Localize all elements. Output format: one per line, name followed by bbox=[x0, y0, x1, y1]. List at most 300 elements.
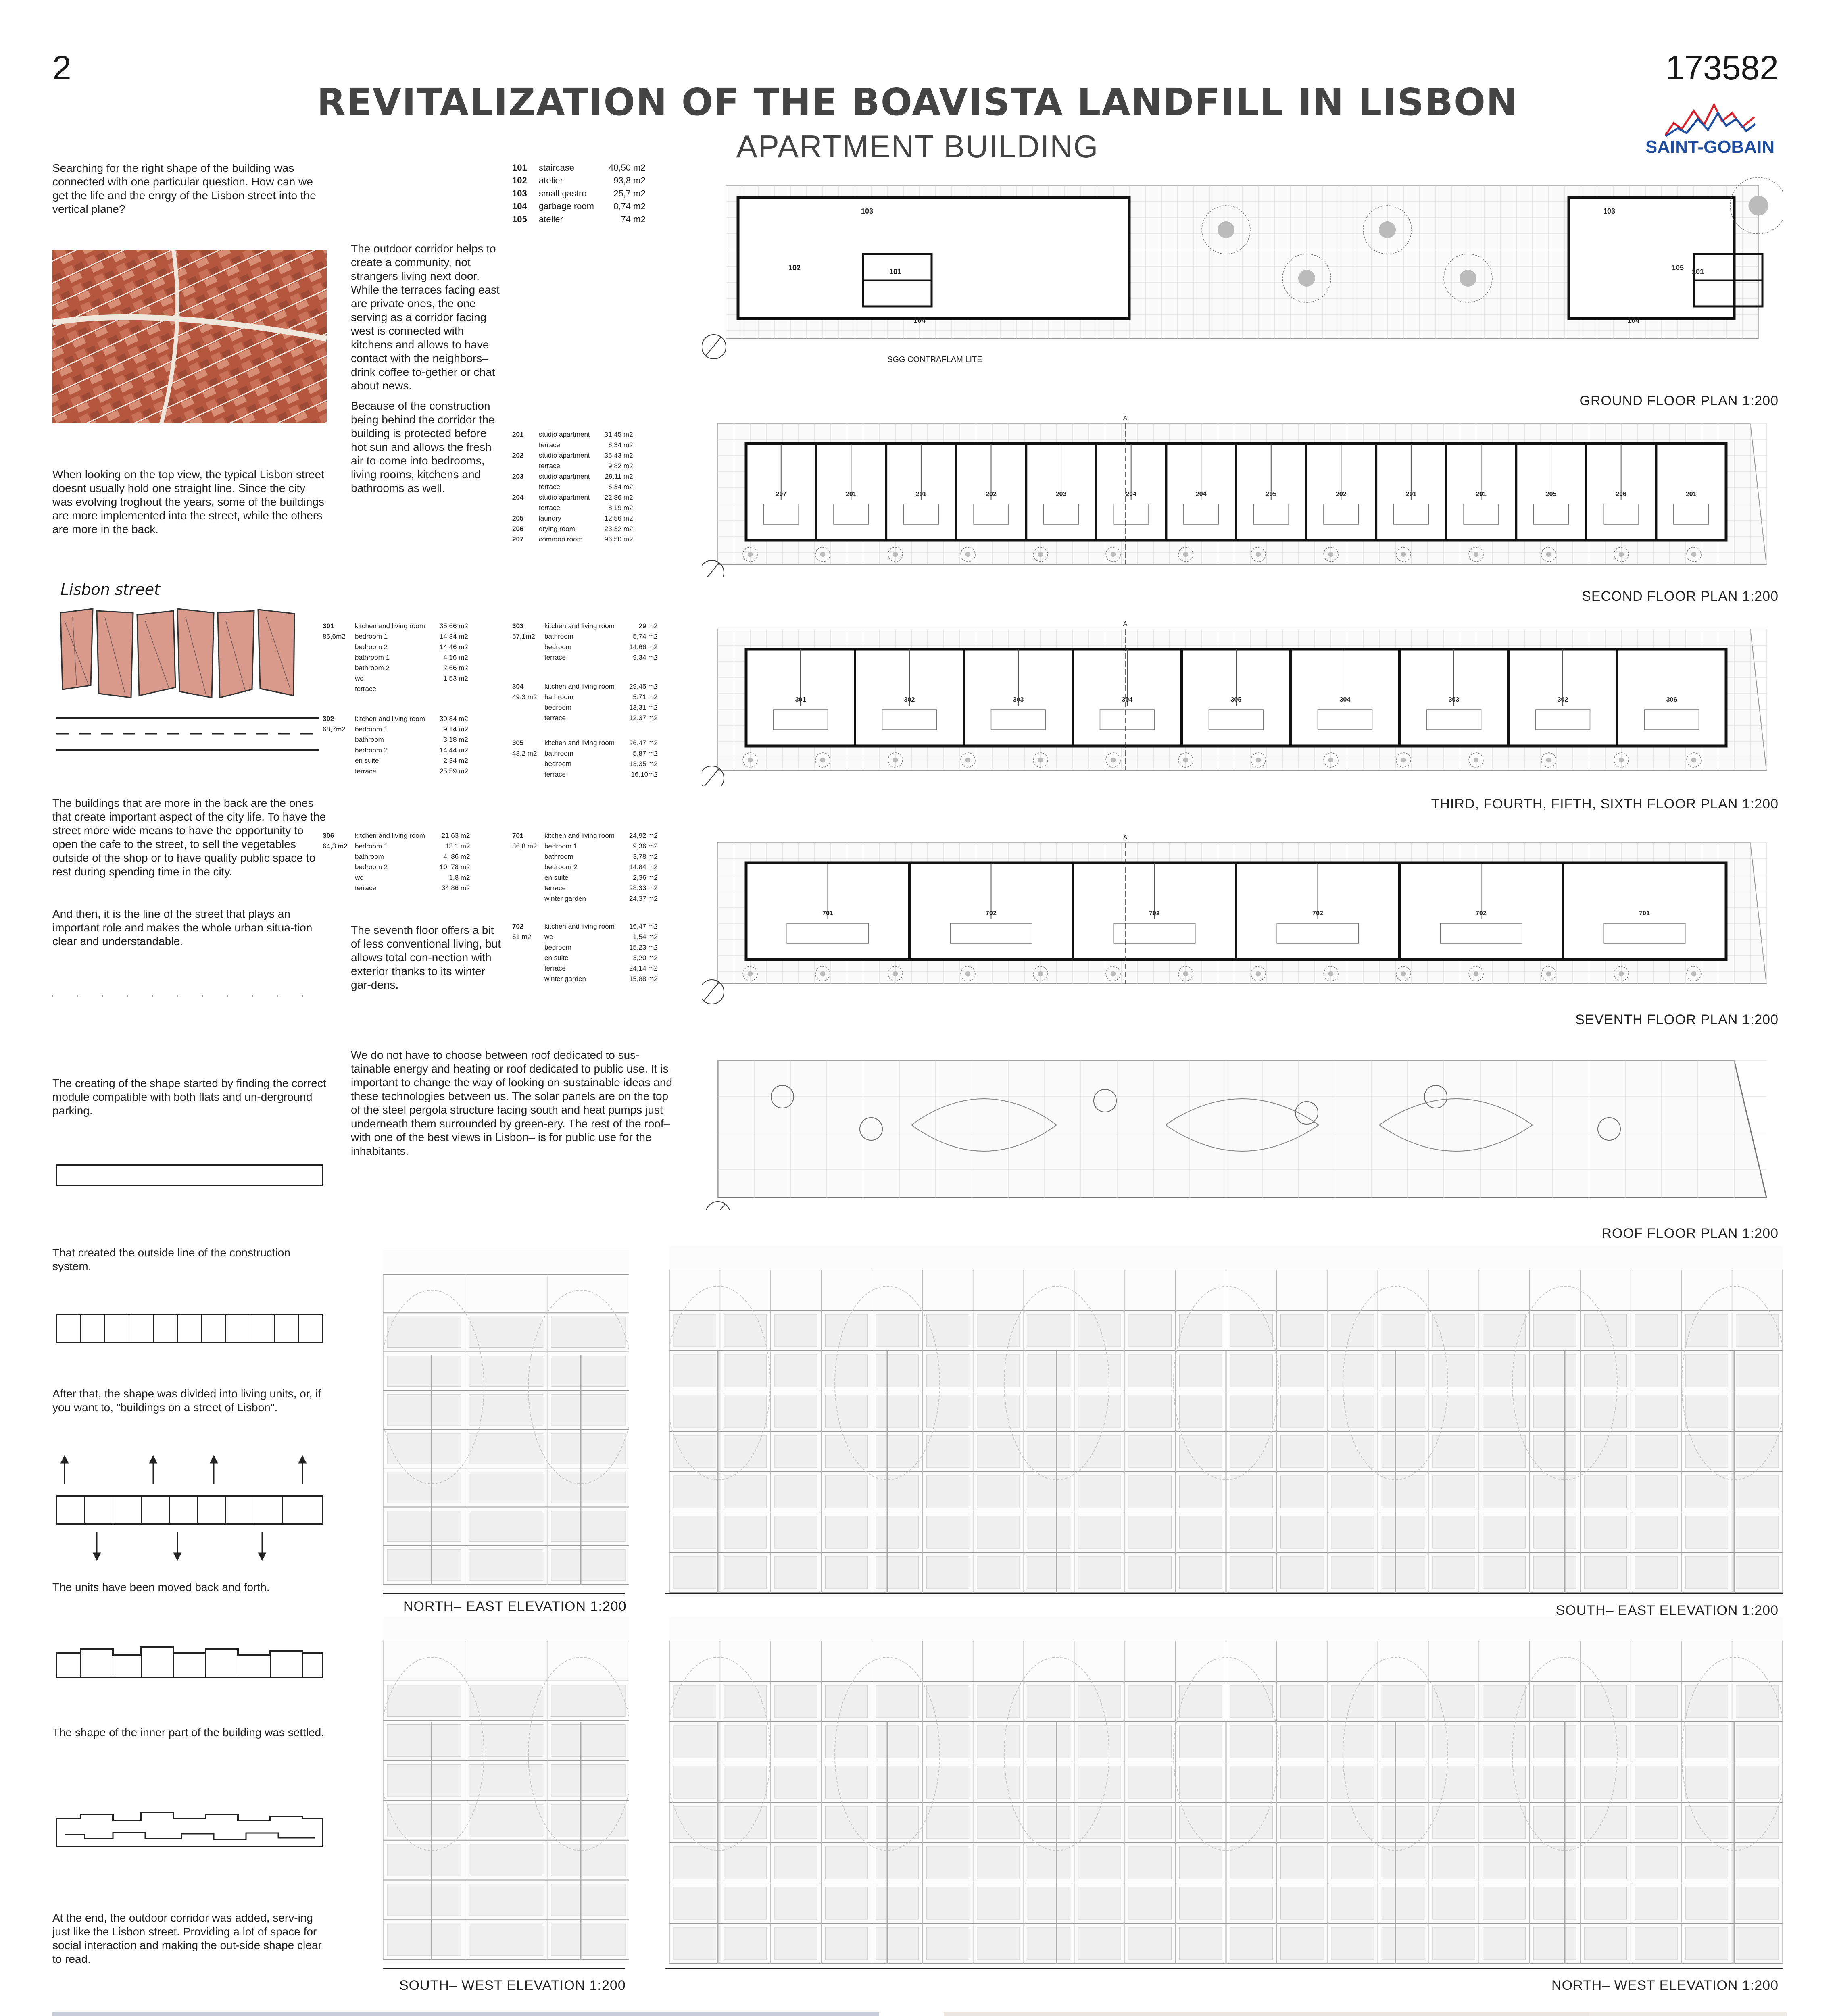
room-row bbox=[512, 187, 650, 200]
entry-number: 173582 bbox=[1665, 49, 1779, 87]
room-area: 9,34 m2 bbox=[633, 654, 658, 661]
facade-panel bbox=[1230, 1395, 1272, 1427]
facade-panel bbox=[775, 1556, 817, 1589]
room-number: 101 bbox=[512, 162, 527, 173]
room-name: terrace bbox=[539, 441, 560, 449]
room-label: 102 bbox=[788, 264, 801, 272]
facade-panel bbox=[1483, 1516, 1525, 1548]
typical-floor-caption: THIRD, FOURTH, FIFTH, SIXTH FLOOR PLAN 1:200 bbox=[1431, 796, 1779, 812]
facade-panel bbox=[1331, 1314, 1374, 1347]
facade-panel bbox=[926, 1476, 969, 1508]
facade-panel bbox=[1280, 1685, 1323, 1718]
facade-panel bbox=[1331, 1806, 1374, 1839]
facade-panel bbox=[1736, 1766, 1779, 1798]
room-label: 304 bbox=[1122, 696, 1133, 703]
facade-panel bbox=[1129, 1395, 1171, 1427]
tree-icon bbox=[820, 971, 826, 977]
facade-panel bbox=[1584, 1726, 1626, 1758]
room-name: winter garden bbox=[544, 895, 586, 902]
facade-panel bbox=[387, 1725, 461, 1757]
facade-panel bbox=[1635, 1435, 1677, 1468]
facade-panel bbox=[1180, 1355, 1222, 1387]
room-label: 205 bbox=[1545, 491, 1557, 498]
seventh-floor-caption: SEVENTH FLOOR PLAN 1:200 bbox=[1575, 1012, 1779, 1027]
room-label: 202 bbox=[1336, 491, 1347, 498]
apartment-total: 86,8 m2 bbox=[512, 842, 537, 850]
facade-panel bbox=[977, 1476, 1020, 1508]
ground-floor-room-table bbox=[512, 161, 650, 226]
facade-panel bbox=[1635, 1726, 1677, 1758]
facade-panel bbox=[551, 1844, 625, 1876]
room-name: garbage room bbox=[539, 201, 594, 211]
facade-panel bbox=[1129, 1476, 1171, 1508]
facade-panel bbox=[1685, 1516, 1728, 1548]
facade-panel bbox=[926, 1685, 969, 1718]
facade-panel bbox=[1433, 1516, 1475, 1548]
room-area: 14,84 m2 bbox=[439, 633, 468, 640]
facade-panel bbox=[674, 1927, 716, 1960]
room-name: terrace bbox=[544, 771, 566, 778]
facade-panel bbox=[551, 1395, 625, 1425]
room-row bbox=[512, 524, 637, 534]
tree-icon bbox=[1038, 552, 1043, 557]
section-marker: A bbox=[1123, 834, 1128, 841]
room-row bbox=[512, 893, 662, 904]
room-name: kitchen and living room bbox=[544, 832, 615, 839]
room-name: wc bbox=[355, 675, 363, 682]
facade-panel bbox=[1280, 1476, 1323, 1508]
building-core-outline bbox=[738, 198, 1129, 319]
facade-panel bbox=[775, 1685, 817, 1718]
room-label: 304 bbox=[1339, 696, 1351, 703]
facade-panel bbox=[1382, 1766, 1424, 1798]
facade-panel bbox=[1230, 1314, 1272, 1347]
room-name: bedroom 1 bbox=[544, 842, 578, 850]
room-area: 9,14 m2 bbox=[443, 725, 468, 733]
facade-panel bbox=[1433, 1435, 1475, 1468]
facade-panel bbox=[1129, 1435, 1171, 1468]
facade-panel bbox=[825, 1806, 867, 1839]
room-name: wc bbox=[544, 933, 553, 941]
facade-panel bbox=[876, 1435, 918, 1468]
second-floor-plan bbox=[702, 411, 1783, 577]
tree-icon bbox=[1328, 552, 1334, 557]
facade-panel bbox=[926, 1355, 969, 1387]
room-row bbox=[323, 841, 474, 852]
facade-panel bbox=[825, 1435, 867, 1468]
skyline-logo-icon bbox=[1662, 101, 1758, 137]
facade-panel bbox=[551, 1511, 625, 1542]
facade-panel bbox=[1028, 1556, 1070, 1589]
facade-panel bbox=[1584, 1927, 1626, 1960]
facade-panel bbox=[1230, 1927, 1272, 1960]
room-row bbox=[512, 713, 662, 723]
diagram-step-1-text: The creating of the shape started by finding the correct module compatible with both flats and un-derground parking. bbox=[52, 1077, 326, 1117]
room-area: 3,20 m2 bbox=[633, 954, 658, 962]
apartment-number: 301 bbox=[323, 622, 334, 630]
facade-panel bbox=[1534, 1314, 1576, 1347]
facade-panel bbox=[1180, 1556, 1222, 1589]
se-ground-line bbox=[665, 1593, 1783, 1594]
room-row bbox=[512, 831, 662, 841]
diagram-step-2-text: That created the outside line of the construction system. bbox=[52, 1246, 290, 1272]
facade-panel bbox=[551, 1924, 625, 1956]
apartment-total bbox=[323, 745, 355, 756]
facade-panel bbox=[876, 1314, 918, 1347]
room-row bbox=[512, 862, 662, 873]
facade-panel bbox=[1230, 1476, 1272, 1508]
room-area: 4,16 m2 bbox=[443, 654, 468, 661]
diagram-step-6-text: At the end, the outdoor corridor was added, serv-ing just like the Lisbon street. Providing a lot of space for social interaction and making the out-side shape clear to read. bbox=[52, 1912, 322, 1965]
facade-panel bbox=[825, 1395, 867, 1427]
logo-text: SAINT-GOBAIN bbox=[1645, 137, 1775, 157]
room-area: 21,63 m2 bbox=[441, 832, 470, 839]
tree-icon bbox=[1256, 971, 1261, 977]
tree-icon bbox=[1256, 758, 1261, 763]
facade-panel bbox=[1180, 1685, 1222, 1718]
sketch-label: Lisbon street bbox=[60, 581, 161, 598]
facade-panel bbox=[724, 1556, 766, 1589]
facade-panel bbox=[1331, 1556, 1374, 1589]
facade-panel bbox=[1280, 1847, 1323, 1879]
facade-panel bbox=[1584, 1355, 1626, 1387]
room-name: studio apartment bbox=[539, 452, 590, 459]
room-row bbox=[512, 692, 662, 702]
room-area: 29 m2 bbox=[638, 622, 658, 630]
facade-panel bbox=[1584, 1516, 1626, 1548]
facade-panel bbox=[551, 1356, 625, 1387]
room-name: en suite bbox=[355, 757, 379, 764]
facade-panel bbox=[551, 1725, 625, 1757]
facade-panel bbox=[1331, 1847, 1374, 1879]
room-row bbox=[512, 769, 662, 780]
room-row bbox=[512, 503, 637, 513]
apartment-701-table bbox=[512, 831, 662, 904]
facade-panel bbox=[1736, 1847, 1779, 1879]
facade-panel bbox=[1230, 1556, 1272, 1589]
tree-icon bbox=[1328, 758, 1334, 763]
room-name: bedroom bbox=[544, 704, 572, 711]
facade-panel bbox=[1534, 1685, 1576, 1718]
room-row bbox=[512, 932, 662, 942]
facade-panel bbox=[1078, 1685, 1121, 1718]
intro-text: Searching for the right shape of the building was connected with one particular question. How can we get the life and the enrgy of the Lisbon street into the vertical plane? bbox=[52, 162, 316, 215]
facade-panel bbox=[926, 1314, 969, 1347]
room-label: 303 bbox=[1013, 696, 1024, 703]
room-name: bedroom bbox=[544, 643, 572, 651]
room-row bbox=[512, 702, 662, 713]
facade-panel bbox=[1382, 1355, 1424, 1387]
room-area: 3,18 m2 bbox=[443, 736, 468, 744]
facade-panel bbox=[1433, 1685, 1475, 1718]
room-area: 25,7 m2 bbox=[613, 188, 646, 198]
facade-panel bbox=[469, 1685, 543, 1717]
facade-panel bbox=[1230, 1355, 1272, 1387]
room-area: 13,1 m2 bbox=[445, 842, 470, 850]
facade-panel bbox=[1028, 1847, 1070, 1879]
facade-panel bbox=[469, 1511, 543, 1542]
facade-panel bbox=[876, 1806, 918, 1839]
apartment-number: 303 bbox=[512, 622, 524, 630]
seventh-floor-plan bbox=[702, 831, 1783, 1004]
facade-panel bbox=[1483, 1766, 1525, 1798]
room-area: 1,8 m2 bbox=[449, 874, 470, 881]
room-area: 5,71 m2 bbox=[633, 693, 658, 701]
facade-panel bbox=[1635, 1395, 1677, 1427]
room-row bbox=[323, 745, 472, 756]
room-number: 203 bbox=[512, 473, 524, 480]
room-name: bedroom bbox=[544, 760, 572, 768]
diagram-step-2 bbox=[52, 1310, 327, 1347]
room-name: bedroom 2 bbox=[355, 643, 388, 651]
south-west-elevation bbox=[383, 1617, 629, 1964]
facade-panel bbox=[387, 1395, 461, 1425]
facade-panel bbox=[1534, 1355, 1576, 1387]
tree-icon bbox=[1401, 552, 1406, 557]
facade-panel bbox=[1534, 1847, 1576, 1879]
facade-panel bbox=[1028, 1435, 1070, 1468]
north-arrow-icon bbox=[706, 1202, 730, 1210]
facade-panel bbox=[1129, 1806, 1171, 1839]
facade-panel bbox=[469, 1395, 543, 1425]
facade-panel bbox=[387, 1884, 461, 1916]
facade-panel bbox=[1584, 1556, 1626, 1589]
facade-panel bbox=[551, 1550, 625, 1581]
facade-panel bbox=[1280, 1556, 1323, 1589]
facade-panel bbox=[1483, 1887, 1525, 1919]
apartment-302-table bbox=[323, 714, 472, 777]
room-row bbox=[323, 663, 472, 673]
facade-panel bbox=[1382, 1927, 1424, 1960]
room-name: kitchen and living room bbox=[544, 739, 615, 747]
room-area: 15,23 m2 bbox=[629, 943, 658, 951]
facade-panel bbox=[551, 1764, 625, 1796]
room-area: 14,66 m2 bbox=[629, 643, 658, 651]
facade-panel bbox=[1331, 1395, 1374, 1427]
room-area: 10, 78 m2 bbox=[439, 863, 470, 871]
room-name: terrace bbox=[539, 462, 560, 470]
facade-panel bbox=[1331, 1355, 1374, 1387]
facade-panel bbox=[1280, 1806, 1323, 1839]
facade-panel bbox=[1685, 1927, 1728, 1960]
roof-floor-plan bbox=[702, 1048, 1783, 1210]
tree-icon bbox=[1749, 196, 1768, 216]
facade-panel bbox=[1331, 1435, 1374, 1468]
facade-panel bbox=[1584, 1806, 1626, 1839]
tree-icon bbox=[1474, 552, 1479, 557]
facade-panel bbox=[387, 1685, 461, 1717]
facade-panel bbox=[1534, 1516, 1576, 1548]
room-number bbox=[512, 440, 539, 450]
apartment-total bbox=[512, 974, 544, 984]
facade-panel bbox=[1433, 1887, 1475, 1919]
facade-panel bbox=[1433, 1806, 1475, 1839]
page-title: REVITALIZATION OF THE BOAVISTA LANDFILL IN LISBON bbox=[317, 81, 1518, 124]
facade-panel bbox=[387, 1764, 461, 1796]
facade-panel bbox=[1129, 1847, 1171, 1879]
dotted-street-line bbox=[52, 992, 327, 1000]
facade-panel bbox=[674, 1806, 716, 1839]
facade-panel bbox=[1180, 1766, 1222, 1798]
facade-panel bbox=[387, 1511, 461, 1542]
room-label: 205 bbox=[1266, 491, 1277, 498]
tree-icon bbox=[893, 971, 898, 977]
facade-panel bbox=[551, 1433, 625, 1464]
room-row bbox=[323, 673, 472, 684]
apartment-total bbox=[512, 769, 544, 780]
facade-panel bbox=[977, 1556, 1020, 1589]
tree-icon bbox=[965, 758, 971, 763]
room-row bbox=[512, 440, 637, 450]
facade-panel bbox=[1635, 1516, 1677, 1548]
diagram-step-1 bbox=[52, 1161, 327, 1189]
facade-panel bbox=[876, 1395, 918, 1427]
facade-panel bbox=[876, 1726, 918, 1758]
facade-panel bbox=[1028, 1927, 1070, 1960]
facade-panel bbox=[1129, 1726, 1171, 1758]
apartment-total bbox=[323, 684, 355, 694]
facade-panel bbox=[1534, 1726, 1576, 1758]
facade-panel bbox=[469, 1317, 543, 1347]
room-number: 201 bbox=[512, 431, 524, 438]
room-area: 8,19 m2 bbox=[608, 504, 633, 512]
tree-icon bbox=[1183, 552, 1189, 557]
facade-panel bbox=[1230, 1685, 1272, 1718]
facade-panel bbox=[1685, 1556, 1728, 1589]
room-row bbox=[512, 161, 650, 174]
facade-panel bbox=[825, 1314, 867, 1347]
room-label: 302 bbox=[904, 696, 915, 703]
facade-panel bbox=[387, 1550, 461, 1581]
facade-panel bbox=[387, 1356, 461, 1387]
construction-text: Because of the construction being behind the corridor the building is protected before hot sun and allows the fresh air to come into bedrooms, living rooms, kitchens and bathrooms as well. bbox=[351, 400, 495, 494]
facade-panel bbox=[1382, 1726, 1424, 1758]
facade-panel bbox=[1230, 1766, 1272, 1798]
facade-panel bbox=[977, 1355, 1020, 1387]
room-area: 40,50 m2 bbox=[608, 162, 646, 173]
facade-panel bbox=[724, 1314, 766, 1347]
apartment-303-table bbox=[512, 621, 662, 663]
room-area: 22,86 m2 bbox=[604, 494, 633, 501]
facade-panel bbox=[1736, 1476, 1779, 1508]
tree-icon bbox=[1474, 971, 1479, 977]
facade-panel bbox=[926, 1766, 969, 1798]
room-area: 34,86 m2 bbox=[441, 884, 470, 892]
room-row bbox=[512, 174, 650, 187]
ground-floor-plan bbox=[702, 169, 1783, 359]
facade-panel bbox=[1129, 1887, 1171, 1919]
se-elevation-caption: SOUTH– EAST ELEVATION 1:200 bbox=[1556, 1603, 1779, 1618]
facade-panel bbox=[775, 1766, 817, 1798]
facade-panel bbox=[674, 1516, 716, 1548]
facade-panel bbox=[674, 1685, 716, 1718]
facade-panel bbox=[926, 1927, 969, 1960]
facade-panel bbox=[1180, 1435, 1222, 1468]
apartment-number: 702 bbox=[512, 923, 524, 930]
facade-panel bbox=[1129, 1516, 1171, 1548]
facade-panel bbox=[469, 1804, 543, 1836]
room-name: bedroom 1 bbox=[355, 842, 388, 850]
facade-panel bbox=[1685, 1726, 1728, 1758]
north-arrow-icon bbox=[704, 982, 719, 1001]
room-row bbox=[512, 471, 637, 482]
facade-panel bbox=[674, 1766, 716, 1798]
facade-panel bbox=[1635, 1476, 1677, 1508]
facade-panel bbox=[1584, 1476, 1626, 1508]
room-area: 30,84 m2 bbox=[439, 715, 468, 723]
room-number: 207 bbox=[512, 535, 524, 543]
room-area: 93,8 m2 bbox=[613, 175, 646, 185]
facade-panel bbox=[1483, 1927, 1525, 1960]
apartment-total: 61 m2 bbox=[512, 933, 532, 941]
tree-icon bbox=[893, 552, 898, 557]
room-row bbox=[512, 429, 637, 440]
facade-panel bbox=[1028, 1355, 1070, 1387]
facade-panel bbox=[1129, 1314, 1171, 1347]
room-number bbox=[512, 461, 539, 471]
facade-panel bbox=[1685, 1314, 1728, 1347]
room-row bbox=[323, 766, 472, 777]
back-buildings-text: The buildings that are more in the back are the ones that create important aspect of the city life. To have the street more wide means to have the opportunity to open the cafe to the street, to sell the vegetables outside of the shop or to have quality public space to rest during spending time in the city. bbox=[52, 797, 326, 878]
room-name: bedroom 1 bbox=[355, 725, 388, 733]
room-row bbox=[323, 873, 474, 883]
facade-panel bbox=[1382, 1847, 1424, 1879]
room-label: 201 bbox=[915, 491, 927, 498]
facade-panel bbox=[469, 1433, 543, 1464]
facade-panel bbox=[1483, 1806, 1525, 1839]
facade-panel bbox=[1230, 1847, 1272, 1879]
north-arrow-icon bbox=[702, 980, 724, 1004]
tree-icon bbox=[1691, 971, 1697, 977]
apartment-total bbox=[512, 642, 544, 652]
second-floor-room-table bbox=[512, 429, 637, 545]
room-row bbox=[512, 492, 637, 503]
facade-panel bbox=[1736, 1395, 1779, 1427]
facade-panel bbox=[1230, 1887, 1272, 1919]
apartment-301-table bbox=[323, 621, 472, 694]
apartment-total: 85,6m2 bbox=[323, 633, 346, 640]
room-name: kitchen and living room bbox=[544, 622, 615, 630]
facade-panel bbox=[1078, 1726, 1121, 1758]
facade-panel bbox=[674, 1435, 716, 1468]
tree-icon bbox=[748, 758, 753, 763]
facade-panel bbox=[1736, 1314, 1779, 1347]
room-label: 701 bbox=[1639, 910, 1650, 917]
apartment-total: 64,3 m2 bbox=[323, 842, 348, 850]
facade-panel bbox=[1078, 1395, 1121, 1427]
room-name: terrace bbox=[544, 884, 566, 892]
facade-panel bbox=[674, 1476, 716, 1508]
facade-panel bbox=[1736, 1556, 1779, 1589]
room-row bbox=[512, 482, 637, 492]
room-name: bathroom bbox=[355, 853, 384, 860]
facade-panel bbox=[1736, 1887, 1779, 1919]
tree-icon bbox=[820, 552, 826, 557]
room-row bbox=[512, 852, 662, 862]
apartment-total bbox=[512, 963, 544, 974]
facade-panel bbox=[977, 1847, 1020, 1879]
room-label: 101 bbox=[1691, 268, 1704, 276]
facade-panel bbox=[387, 1844, 461, 1876]
facade-panel bbox=[1078, 1556, 1121, 1589]
tree-icon bbox=[1256, 552, 1261, 557]
apartment-702-table bbox=[512, 921, 662, 984]
room-name: bathroom bbox=[544, 853, 573, 860]
facade-panel bbox=[1078, 1887, 1121, 1919]
apartment-305-table bbox=[512, 738, 662, 780]
sw-ground-line bbox=[383, 1968, 625, 1969]
ne-elevation-caption: NORTH– EAST ELEVATION 1:200 bbox=[403, 1599, 627, 1614]
